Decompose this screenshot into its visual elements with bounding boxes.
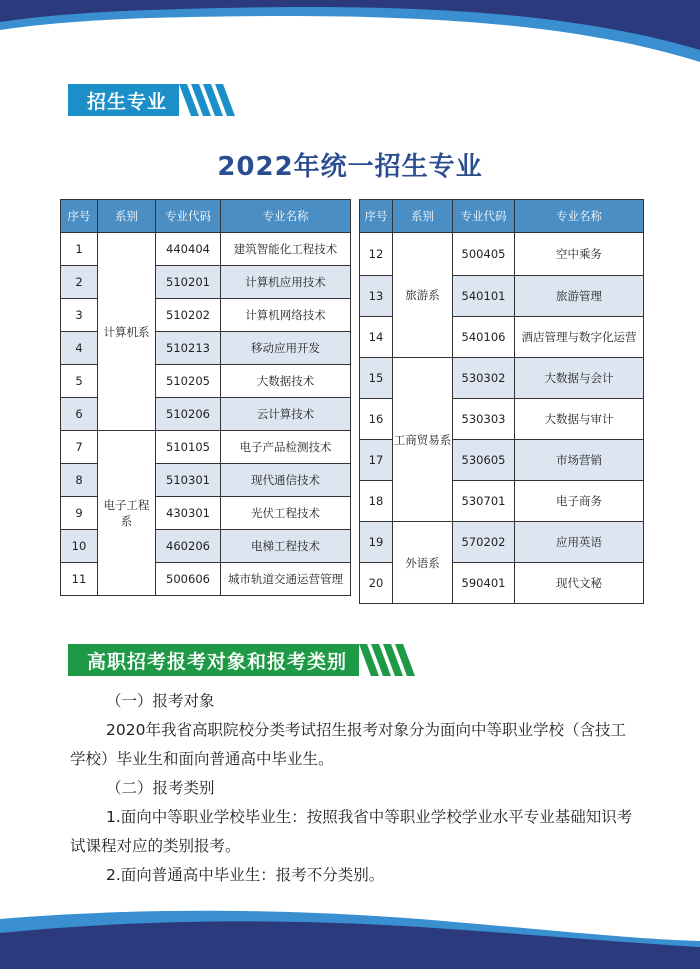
table-header-cell: 专业名称: [221, 200, 351, 233]
table-header-cell: 专业代码: [453, 200, 515, 233]
major-name-cell: 大数据与审计: [515, 399, 644, 440]
major-code-cell: 530701: [453, 481, 515, 522]
section-header-title: 高职招考报考对象和报考类别: [73, 644, 359, 676]
major-code-cell: 510205: [156, 365, 221, 398]
row-number-cell: 15: [360, 358, 393, 399]
major-name-cell: 电子商务: [515, 481, 644, 522]
section-header-admission: [68, 644, 417, 676]
paragraph: 2.面向普通高中毕业生：报考不分类别。: [106, 866, 385, 884]
table-header-cell: 专业名称: [515, 200, 644, 233]
row-number-cell: 1: [61, 233, 98, 266]
major-name-cell: 移动应用开发: [221, 332, 351, 365]
row-number-cell: 5: [61, 365, 98, 398]
major-code-cell: 530605: [453, 440, 515, 481]
major-code-cell: 570202: [453, 522, 515, 563]
major-name-cell: 云计算技术: [221, 398, 351, 431]
major-code-cell: 510201: [156, 266, 221, 299]
major-name-cell: 大数据技术: [221, 365, 351, 398]
major-code-cell: 540106: [453, 317, 515, 358]
department-cell: 旅游系: [393, 233, 453, 358]
major-name-cell: 计算机应用技术: [221, 266, 351, 299]
subheading: （一）报考对象: [106, 692, 215, 710]
paragraph: 1.面向中等职业学校毕业生：按照我省中等职业学校学业水平专业基础知识考试课程对应的类别报考。: [70, 808, 633, 855]
stripes-decoration: [359, 644, 417, 676]
major-name-cell: 旅游管理: [515, 276, 644, 317]
major-name-cell: 现代通信技术: [221, 464, 351, 497]
row-number-cell: 11: [61, 563, 98, 596]
department-cell: 计算机系: [98, 233, 156, 431]
section-header-title: 招生专业: [73, 84, 179, 116]
row-number-cell: 4: [61, 332, 98, 365]
major-code-cell: 510202: [156, 299, 221, 332]
paragraph: 2020年我省高职院校分类考试招生报考对象分为面向中等职业学校（含技工学校）毕业生和面向普通高中毕业生。: [70, 721, 626, 768]
majors-table-right: [359, 199, 644, 604]
table-header-cell: 系别: [393, 200, 453, 233]
table-header-cell: 序号: [360, 200, 393, 233]
major-code-cell: 510301: [156, 464, 221, 497]
major-code-cell: 510206: [156, 398, 221, 431]
row-number-cell: 16: [360, 399, 393, 440]
major-name-cell: 计算机网络技术: [221, 299, 351, 332]
table-row: [360, 358, 644, 399]
top-wave-decoration: [0, 0, 700, 70]
row-number-cell: 12: [360, 233, 393, 276]
major-name-cell: 市场营销: [515, 440, 644, 481]
table-row: [61, 233, 351, 266]
row-number-cell: 10: [61, 530, 98, 563]
table-header-cell: 专业代码: [156, 200, 221, 233]
row-number-cell: 2: [61, 266, 98, 299]
row-number-cell: 19: [360, 522, 393, 563]
subheading: （二）报考类别: [106, 779, 215, 797]
row-number-cell: 3: [61, 299, 98, 332]
major-name-cell: 光伏工程技术: [221, 497, 351, 530]
major-name-cell: 空中乘务: [515, 233, 644, 276]
major-code-cell: 440404: [156, 233, 221, 266]
row-number-cell: 18: [360, 481, 393, 522]
row-number-cell: 20: [360, 563, 393, 604]
table-body: [360, 233, 644, 604]
major-name-cell: 酒店管理与数字化运营: [515, 317, 644, 358]
row-number-cell: 7: [61, 431, 98, 464]
row-number-cell: 17: [360, 440, 393, 481]
major-name-cell: 电子产品检测技术: [221, 431, 351, 464]
row-number-cell: 14: [360, 317, 393, 358]
major-code-cell: 590401: [453, 563, 515, 604]
major-name-cell: 应用英语: [515, 522, 644, 563]
major-name-cell: 建筑智能化工程技术: [221, 233, 351, 266]
major-code-cell: 540101: [453, 276, 515, 317]
major-code-cell: 510213: [156, 332, 221, 365]
major-code-cell: 500606: [156, 563, 221, 596]
major-name-cell: 电梯工程技术: [221, 530, 351, 563]
bottom-wave-decoration: [0, 889, 700, 969]
table-row: [61, 431, 351, 464]
department-cell: 工商贸易系: [393, 358, 453, 522]
department-cell: 电子工程系: [98, 431, 156, 596]
major-code-cell: 510105: [156, 431, 221, 464]
major-code-cell: 430301: [156, 497, 221, 530]
major-code-cell: 500405: [453, 233, 515, 276]
major-name-cell: 城市轨道交通运营管理: [221, 563, 351, 596]
table-body: [61, 233, 351, 596]
table-row: [360, 522, 644, 563]
row-number-cell: 9: [61, 497, 98, 530]
table-header-row: [61, 200, 351, 233]
majors-table-left: [60, 199, 351, 596]
major-name-cell: 大数据与会计: [515, 358, 644, 399]
body-text: [70, 687, 640, 890]
table-header-cell: 序号: [61, 200, 98, 233]
table-header-row: [360, 200, 644, 233]
row-number-cell: 6: [61, 398, 98, 431]
major-code-cell: 530302: [453, 358, 515, 399]
major-code-cell: 460206: [156, 530, 221, 563]
row-number-cell: 8: [61, 464, 98, 497]
table-row: [360, 233, 644, 276]
page-title: 2022年统一招生专业: [217, 152, 483, 182]
major-code-cell: 530303: [453, 399, 515, 440]
stripes-decoration: [179, 84, 237, 116]
section-header-majors: [68, 84, 237, 116]
row-number-cell: 13: [360, 276, 393, 317]
major-name-cell: 现代文秘: [515, 563, 644, 604]
table-header-cell: 系别: [98, 200, 156, 233]
department-cell: 外语系: [393, 522, 453, 604]
